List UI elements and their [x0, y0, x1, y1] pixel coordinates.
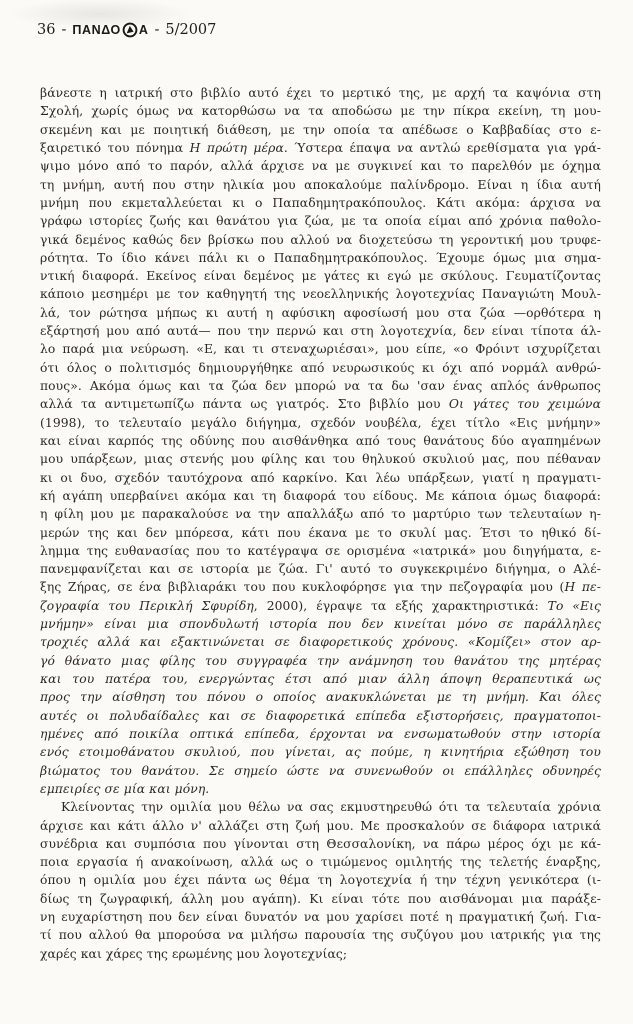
italic-text-segment: και του πατέρα του, ενεργώντας έτσι από μιαν άλλη άποψη θεραπευτικά ως — [40, 672, 601, 686]
text-segment: και είναι καρπός της οδύνης που αισθάνθηκα από τους θανάτους δύο αγαπημένων — [40, 433, 601, 448]
text-line — [40, 835, 601, 853]
text-line — [40, 84, 601, 102]
text-line — [40, 395, 601, 413]
text-segment: δίως τη ζωγραφική, άλλη μου αγάπη). Κι είναι τότε που αισθάνομαι μια παράξε- — [40, 891, 601, 906]
text-segment: άρχισε και κάτι άλλο ν' αλλάζει στη ζωή μου. Με προσκαλούν σε διάφορα ιατρικά — [40, 818, 601, 833]
text-segment: αλλά τα αντιμετωπίζω πάντα ως γιατρός. Στο βιβλίο μου — [40, 397, 449, 412]
text-line — [40, 359, 601, 377]
text-line — [40, 322, 601, 340]
text-segment: πανεμφανίζεται και σε ιστορία με ζώα. Γι' αυτό το συγκεκριμένο διήγημα, ο Αλέ- — [40, 562, 601, 577]
italic-text-segment: ημένες από ποικίλα οπτικά επίπεδα, έρχονται να ενσωματωθούν στην ιστορία — [40, 726, 601, 741]
text-segment: (1998), το τελευταίο μεγάλο διήγημα, σχεδόν νουβέλα, έχει τίτλο «Εις μνήμην» — [40, 415, 601, 430]
text-line — [40, 450, 601, 468]
text-segment: πους». Ακόμα όμως και τα ζώα δεν μπορώ να τα δω 'σαν ένας απλός άνθρωπος — [40, 379, 601, 393]
text-segment: ξης Ζήρας, σε ένα βιβλιαράκι του που κυκλοφόρησε για την πεζογραφία μου ( — [40, 580, 565, 595]
text-line — [40, 597, 601, 615]
text-line — [40, 688, 601, 706]
text-segment: γράφω ιστορίες ζωής και θανάτου για ζώα, με τα οποία είμαι από χρόνια παθολο- — [40, 214, 601, 229]
text-column — [40, 84, 601, 963]
text-line — [40, 615, 601, 633]
text-line — [40, 670, 601, 688]
text-line — [40, 487, 601, 505]
text-segment: , 2000), έγραψε τα εξής χαρακτηριστικά: — [253, 598, 548, 613]
italic-text-segment: γό θάνατο μιας φίλης του συγγραφέα την ανάμνηση του θανάτου της μητέρας — [40, 653, 601, 668]
text-line — [40, 853, 601, 871]
text-line — [40, 432, 601, 450]
text-line — [40, 908, 601, 926]
text-segment: κάποιο μεσημέρι με τον καθηγητή της νεοελληνικής λογοτεχνίας Παναγιώτη Μουλ- — [40, 287, 601, 302]
text-segment: γικά δεμένος καθώς δεν βρίσκω που αλλού να διοχετεύσω τη γεροντική μου τρυφε- — [40, 232, 601, 247]
text-segment: ξαιρετικό του πόνημα — [40, 140, 190, 155]
text-segment: τί που αλλού θα μπορούσα να μιλήσω παρουσία της συζύγου μου ιατρικής για της — [40, 928, 601, 943]
text-line — [40, 231, 601, 249]
text-segment: μνήμη που εκμεταλλεύεται κι ο Παπαδημητρακόπουλος. Κάτι ακόμα: άρχισα να — [40, 195, 601, 210]
italic-text-segment: αυτές οι πολυδαίδαλες και σε διαφορετικά επίπεδα εξιστορήσεις, πραγματοποι- — [40, 708, 601, 723]
text-segment: Κλείνοντας την ομιλία μου θέλω να σας εκμυστηρευθώ ότι τα τελευταία χρόνια — [61, 800, 601, 815]
header-separator: - — [154, 22, 160, 38]
pandora-logo-icon — [122, 22, 138, 38]
text-segment: λά, τον ρώτησα μήπως κι αυτή η αφύσικη αφοσίωσή μου στα ζώα —ορθότερα η — [40, 305, 601, 320]
journal-name — [72, 22, 148, 38]
italic-text-segment: προς την αίσθηση του πόνου ο οποίος ανακυκλώνεται με τη μνήμη. Και όλες — [40, 690, 601, 705]
text-line — [40, 285, 601, 303]
text-line — [40, 743, 601, 761]
text-segment: ποια εργασία ή ανακοίνωση, αλλά ως ο τιμώμενος ομιλητής της τελετής έναρξης, — [40, 855, 601, 870]
text-line — [40, 377, 601, 395]
text-line — [40, 871, 601, 889]
text-line — [40, 469, 601, 487]
text-line — [40, 212, 601, 230]
text-segment: μερών της και δεν μπόρεσα, κάτι που έκανα με το σκυλί μας. Έτσι το ηθικό δί- — [40, 525, 601, 540]
text-line — [40, 798, 601, 816]
italic-text-segment: βιώματος του θανάτου. Σε σημείο ώστε να συνενωθούν οι επάλληλες οδυνηρές — [40, 763, 601, 778]
journal-name-pre: ΠΑΝΔΟ — [72, 23, 121, 37]
text-segment: χαρές και χάρες της ερωμένης μου λογοτεχνίας; — [40, 946, 348, 961]
text-segment: λο παρά μια νεύρωση. «Ε, και τι στεναχωριέσαι», μου είπε, «ο Φρόιντ ισχυρίζεται — [40, 342, 601, 357]
text-line — [40, 762, 601, 780]
page-header — [37, 22, 216, 38]
text-segment: σκεμένη και με ποιητική διάθεση, με την οποία τα απέδωσε ο Καββαδίας στο ε- — [40, 122, 601, 137]
text-line — [40, 249, 601, 267]
text-segment: κή αγάπη υπερβαίνει ακόμα και τη διαφορά του είδους. Με κάποια όμως διαφορά: — [40, 488, 601, 503]
journal-name-post: Α — [138, 23, 149, 37]
page-number: 36 — [37, 22, 56, 38]
italic-text-segment: ενός ετοιμοθάνατου σκυλιού, που γίνεται, ας πούμε, η κινητήρια εξώθηση του — [40, 745, 601, 760]
text-segment: ντική διαφορά. Εκείνος είναι δεμένος με γάτες κι εγώ με σκύλους. Γευματίζοντας — [40, 269, 601, 284]
text-line — [40, 194, 601, 212]
text-line — [40, 560, 601, 578]
text-line — [40, 707, 601, 725]
text-line — [40, 817, 601, 835]
text-line — [40, 524, 601, 542]
text-line — [40, 304, 601, 322]
text-line — [40, 633, 601, 651]
text-segment: νη ευχαρίστηση που δεν είναι δυνατόν να μου χαρίσει ποτέ η πραγματική ζωή. Για- — [40, 910, 601, 925]
text-line — [40, 157, 601, 175]
text-segment: Σχολή, χωρίς όμως να κατορθώσω να τα αποδώσω με την πίκρα εκείνη, τη μου- — [40, 104, 601, 119]
text-line — [40, 652, 601, 670]
text-line — [40, 926, 601, 944]
text-segment: ρότητα. Το ίδιο κάνει πάλι κι ο Παπαδημητρακόπουλος. Έχουμε όμως μια σημα- — [40, 250, 601, 265]
italic-text-segment: τροχιές αλλά και εξακτινώνεται σε διαφορετικούς χρόνους. «Κομίζει» στον αρ- — [40, 635, 601, 650]
text-line — [40, 542, 601, 560]
text-line — [40, 121, 601, 139]
italic-text-segment: Η πε- — [564, 580, 601, 595]
text-line — [40, 890, 601, 908]
text-segment: συνέδρια και συμπόσια που γίνονται στη Θεσσαλονίκη, να πάρω μέρος όχι με κά- — [40, 836, 601, 851]
text-line — [40, 725, 601, 743]
issue-number: 5/2007 — [165, 22, 217, 38]
text-line — [40, 340, 601, 358]
text-segment: βάνεστε η ιατρική στο βιβλίο αυτό έχει το μερτικό της, με αρχή τα καψόνια στη — [40, 86, 601, 100]
text-segment: . Ύστερα έπαψα να αντλώ ερεθίσματα για γρά- — [283, 140, 601, 155]
text-segment: μου υπάρξεων, μιας στενής μου φίλης και του θηλυκού σκυλιού μας, που πέθαναν — [40, 452, 601, 467]
text-segment: ψιμο μόνο από το παρόν, αλλά άρχισε να με συγκινεί και το παρελθόν με όχημα — [40, 159, 601, 174]
italic-text-segment: εμπειρίες σε μία και μόνη. — [40, 781, 210, 796]
italic-text-segment: Οι γάτες του χειμώνα — [448, 397, 601, 412]
text-segment: όπου η ομιλία μου έχει πάντα ως θέμα τη λογοτεχνία ή την τέχνη γενικότερα (ι- — [40, 873, 601, 888]
text-segment: λημμα της ευθανασίας που το κατέγραψα σε ορισμένα «ιατρικά» μου διηγήματα, ε- — [40, 543, 601, 558]
text-line — [40, 139, 601, 157]
text-segment: η φίλη μου με παρακαλούσε να την απαλλάξω από το μαρτύριο των τελευταίων η- — [40, 507, 601, 522]
text-line — [40, 945, 601, 963]
text-line — [40, 505, 601, 523]
text-line — [40, 267, 601, 285]
italic-text-segment: μνήμην» είναι μια σπονδυλωτή ιστορία που δεν κινείται μόνο σε παράλληλες — [40, 617, 601, 632]
italic-text-segment: Η πρώτη μέρα — [189, 140, 284, 155]
text-segment: τη μνήμη, αυτή που στην ηλικία μου αποκαλούμε παλίνδρομο. Είναι η ίδια αυτή — [40, 177, 601, 192]
text-line — [40, 578, 601, 596]
italic-text-segment: ζογραφία του Περικλή Σφυρίδη — [40, 598, 254, 613]
text-line — [40, 414, 601, 432]
text-line — [40, 780, 601, 798]
text-line — [40, 102, 601, 120]
text-segment: εξάρτησή μου από αυτά— που την περνώ και στη λογοτεχνία, δεν είναι τίποτα άλ- — [40, 324, 601, 339]
text-segment: ότι όλος ο πολιτισμός δημιουργήθηκε από νευρωσικούς κι όχι από νορμάλ ανθρώ- — [40, 360, 601, 375]
italic-text-segment: Το «Εις — [547, 598, 601, 613]
text-segment: κι οι δυο, σχεδόν ταυτόχρονα από καρκίνο. Και λέω υπάρξεων, γιατί η πραγματι- — [40, 470, 601, 485]
header-separator: - — [61, 22, 67, 38]
text-line — [40, 176, 601, 194]
